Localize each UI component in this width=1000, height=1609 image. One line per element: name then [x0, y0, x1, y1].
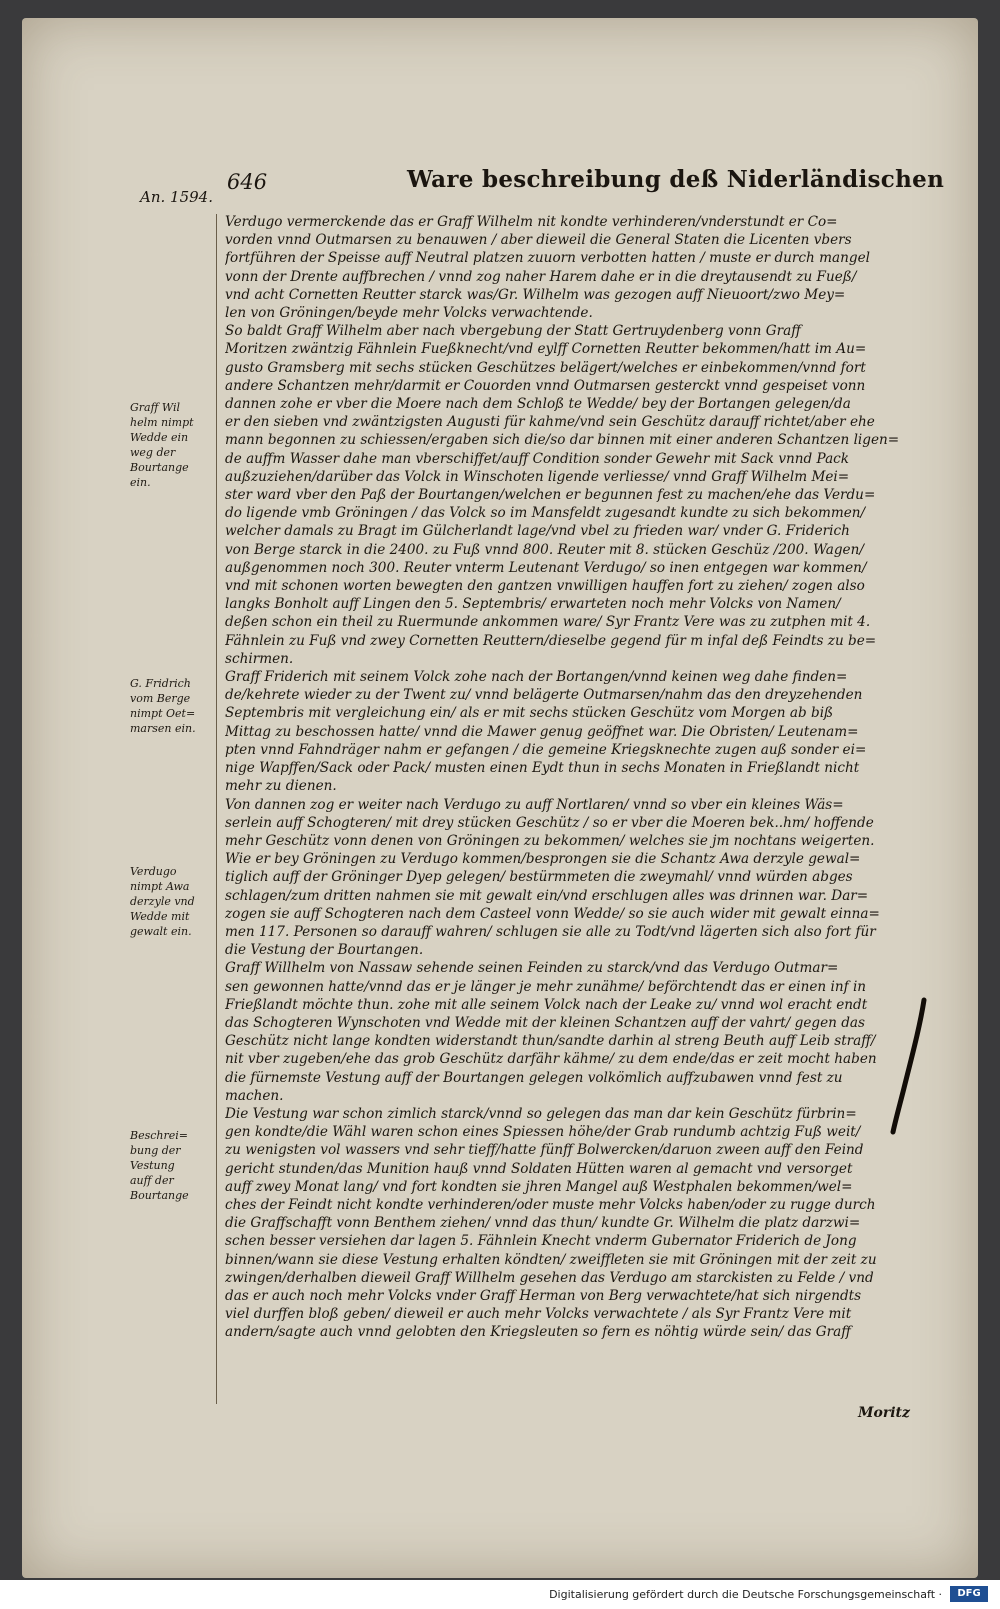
ink-stroke-mark — [890, 996, 930, 1136]
text-line: ster ward vber den Paß der Bourtangen/welchen er begunnen fest zu machen/ehe das Verdu= — [225, 487, 876, 504]
text-line: vonn der Drente auffbrechen / vnnd zog naher Harem dahe er in die dreytausendt zu Fueß/ — [225, 268, 857, 285]
text-line: gericht stunden/das Munition hauß vnnd Soldaten Hütten waren al gemacht vnd versorget — [225, 1160, 853, 1177]
text-line: auff zwey Monat lang/ vnd fort kondten sie jhren Mangel auß Westphalen bekommen/wel= — [225, 1178, 853, 1195]
text-line: gusto Gramsberg mit sechs stücken Geschützes belägert/welches er einbekommen/vnnd fort — [225, 359, 866, 376]
text-line: Verdugo vermerckende das er Graff Wilhelm nit kondte verhinderen/vnderstundt er Co= — [225, 214, 838, 230]
text-line: schen besser versiehen dar lagen 5. Fähnlein Knecht vnderm Gubernator Friderich de Jong — [225, 1233, 857, 1250]
text-line: Graff Willhelm von Nassaw sehende seinen Feinden zu starck/vnd das Verdugo Outmar= — [225, 960, 839, 977]
text-line: mehr Geschütz vonn denen von Gröningen zu bekommen/ welches sie jm nochtans weigerten. — [225, 832, 875, 849]
text-line: ches der Feindt nicht kondte verhinderen/oder muste mehr Volcks haben/oder zu rugge durch — [225, 1196, 876, 1213]
margin-note-bourtange: Beschrei= bung der Vestung auff der Bourtange — [130, 1129, 189, 1202]
text-line: andere Schantzen mehr/darmit er Couorden vnnd Outmarsen gesterckt vnnd gespeiset vonn — [225, 377, 866, 394]
footer-bar — [0, 1580, 1000, 1609]
text-line: von Berge starck in die 2400. zu Fuß vnnd 800. Reuter mit 8. stücken Geschüz /200. Wagen/ — [225, 541, 864, 558]
dfg-logo: DFG — [950, 1586, 988, 1602]
text-line: zogen sie auff Schogteren nach dem Casteel vonn Wedde/ so sie auch wider mit gewalt einna= — [225, 905, 880, 922]
text-line: pten vnnd Fahndräger nahm er gefangen / die gemeine Kriegsknechte zugen auß sonder ei= — [225, 741, 867, 758]
text-line: Mittag zu beschossen hatte/ vnnd die Mawer genug geöffnet war. Die Obristen/ Leutenam= — [225, 723, 859, 740]
text-line: tiglich auff der Gröninger Dyep gelegen/ bestürmmeten die zweymahl/ vnnd würden abges — [225, 869, 853, 886]
text-line: sen gewonnen hatte/vnnd das er je länger je mehr zunähme/ beförchtendt das er einen inf in — [225, 978, 867, 995]
text-line: außgenommen noch 300. Reuter vnterm Leutenant Verdugo/ so inen entgegen war kommen/ — [225, 559, 867, 576]
text-line: zwingen/derhalben dieweil Graff Willhelm gesehen das Verdugo am starckisten zu Felde / vnd — [225, 1269, 874, 1286]
text-line: gen kondte/die Wähl waren schon eines Spiessen höhe/der Grab rundumb achtzig Fuß weit/ — [225, 1124, 861, 1141]
text-line: er den sieben vnd zwäntzigsten Augusti für kahme/vnd sein Geschütz darauff richtet/aber ehe — [225, 414, 875, 431]
text-line: Fähnlein zu Fuß vnd zwey Cornetten Reuttern/dieselbe gegend für m infal deß Feindts zu be= — [225, 632, 877, 649]
text-line: Moritzen zwäntzig Fähnlein Fueßknecht/vnd eylff Cornetten Reutter bekommen/hatt im Au= — [225, 341, 867, 358]
text-line: de auffm Wasser dahe man vberschiffet/auff Condition sonder Gewehr mit Sack vnnd Pack — [225, 450, 850, 467]
text-line: welcher damals zu Bragt im Gülcherlandt lage/vnd vbel zu frieden war/ vnder G. Friderich — [225, 523, 850, 540]
text-line: Septembris mit vergleichung ein/ als er mit sechs stücken Geschütz vom Morgen ab biß — [225, 705, 834, 722]
catchword: Moritz — [858, 1405, 910, 1421]
text-line: Frießlandt möchte thun. zohe mit alle seinem Volck nach der Leake zu/ vnnd wol eracht endt — [225, 996, 868, 1013]
text-line: die fürnemste Vestung auff der Bourtangen gelegen volkömlich auffzubawen vnnd fest zu — [225, 1069, 843, 1086]
text-line: außzuziehen/darüber das Volck in Winschoten ligende verliesse/ vnnd Graff Wilhelm Mei= — [225, 468, 850, 485]
text-line: Von dannen zog er weiter nach Verdugo zu auff Nortlaren/ vnnd so vber ein kleines Wäs= — [225, 796, 844, 813]
body-text — [225, 213, 937, 1342]
text-line: len von Gröningen/beyde mehr Volcks verwachtende. — [225, 305, 593, 322]
text-line: nit vber zugeben/ehe das grob Geschütz darfähr kähme/ zu dem ende/das er zeit mocht haben — [225, 1051, 877, 1068]
text-line: serlein auff Schogteren/ mit drey stücken Geschütz / so er vber die Moeren bek..hm/ hoffende — [225, 814, 874, 831]
text-line: deßen schon ein theil zu Ruermunde ankommen ware/ Syr Frantz Vere was zu zutphen mit 4. — [225, 614, 871, 631]
margin-note-awaderzyle: Verdugo nimpt Awa derzyle vnd Wedde mit gewalt ein. — [130, 865, 195, 938]
margin-note-outmarsen: G. Fridrich vom Berge nimpt Oet= marsen ein. — [130, 677, 196, 735]
text-line: schirmen. — [225, 650, 294, 667]
page-number: 646 — [227, 170, 268, 194]
text-line: mehr zu dienen. — [225, 778, 337, 795]
text-line: das er auch noch mehr Volcks vnder Graff Herman von Berg verwachtete/hat sich nirgendts — [225, 1287, 862, 1304]
text-line: mann begonnen zu schiessen/ergaben sich die/so dar binnen mit einer anderen Schantzen ligen= — [225, 432, 900, 449]
text-line: fortführen der Speisse auff Neutral platzen zuuorn verbotten hatten / muste er durch mangel — [225, 250, 870, 267]
text-line: das Schogteren Wynschoten vnd Wedde mit der kleinen Schantzen auff der vahrt/ gegen das — [225, 1014, 866, 1031]
text-line: machen. — [225, 1087, 284, 1104]
margin-year: An. 1594. — [140, 188, 213, 206]
running-title: Ware beschreibung deß Niderländischen — [407, 166, 945, 193]
text-line: zu wenigsten vol wassers vnd sehr tieff/hatte fünff Bolwercken/daruon zween auff den Feind — [225, 1142, 864, 1159]
text-line: langks Bonholt auff Lingen den 5. Septembris/ erwarteten noch mehr Volcks von Namen/ — [225, 596, 841, 613]
text-line: vnd acht Cornetten Reutter starck was/Gr. Wilhelm was gezogen auff Nieuoort/zwo Mey= — [225, 286, 846, 303]
margin-note-wedde: Graff Wil helm nimpt Wedde ein weg der Bourtange ein. — [130, 401, 194, 489]
text-line: dannen zohe er vber die Moere nach dem Schloß te Wedde/ bey der Bortangen gelegen/da — [225, 396, 851, 413]
text-line: die Graffschafft vonn Benthem ziehen/ vnnd das thun/ kundte Gr. Wilhelm die platz darzwi= — [225, 1215, 861, 1232]
text-line: So baldt Graff Wilhelm aber nach vbergebung der Statt Gertruydenberg vonn Graff — [225, 323, 801, 340]
text-line: binnen/wann sie diese Vestung erhalten köndten/ zweiffleten sie mit Gröningen mit der zeit zu — [225, 1251, 877, 1268]
text-line: vorden vnnd Outmarsen zu benauwen / aber dieweil die General Staten die Licenten vbers — [225, 232, 852, 249]
footer-credit: Digitalisierung gefördert durch die Deutsche Forschungsgemeinschaft · — [549, 1588, 942, 1601]
text-line: viel durffen bloß geben/ dieweil er auch mehr Volcks verwachtete / als Syr Frantz Vere mit — [225, 1306, 852, 1323]
text-line: Geschütz nicht lange kondten widerstandt thun/sandte darhin al streng Beuth auff Leib straff/ — [225, 1033, 876, 1050]
scanned-page — [22, 18, 978, 1578]
text-line: Graff Friderich mit seinem Volck zohe nach der Bortangen/vnnd keinen weg dahe finden= — [225, 669, 848, 686]
text-line: nige Wapffen/Sack oder Pack/ musten einen Eydt thun in sechs Monaten in Frießlandt nicht — [225, 760, 860, 777]
text-line: Wie er bey Gröningen zu Verdugo kommen/besprongen sie die Schantz Awa derzyle gewal= — [225, 851, 861, 868]
text-line: andern/sagte auch vnnd gelobten den Kriegsleuten so fern es nöhtig würde sein/ das Graff — [225, 1324, 851, 1341]
text-line: vnd mit schonen worten bewegten den gantzen vnwilligen hauffen fort zu ziehen/ zogen also — [225, 578, 865, 595]
text-line: Die Vestung war schon zimlich starck/vnnd so gelegen das man dar kein Geschütz fürbrin= — [225, 1105, 857, 1122]
text-line: do ligende vmb Gröningen / das Volck so im Mansfeldt zugesandt kundte zu sich bekommen/ — [225, 505, 866, 522]
text-line: men 117. Personen so darauff wahren/ schlugen sie alle zu Todt/vnd lägerten sich also fort für — [225, 923, 876, 940]
text-line: die Vestung der Bourtangen. — [225, 942, 424, 959]
margin-rule — [216, 214, 217, 1404]
text-line: de/kehrete wieder zu der Twent zu/ vnnd belägerte Outmarsen/nahm das den dreyzehenden — [225, 687, 863, 704]
text-line: schlagen/zum dritten nahmen sie mit gewalt ein/vnd erschlugen alles was drinnen war. Dar= — [225, 887, 869, 904]
